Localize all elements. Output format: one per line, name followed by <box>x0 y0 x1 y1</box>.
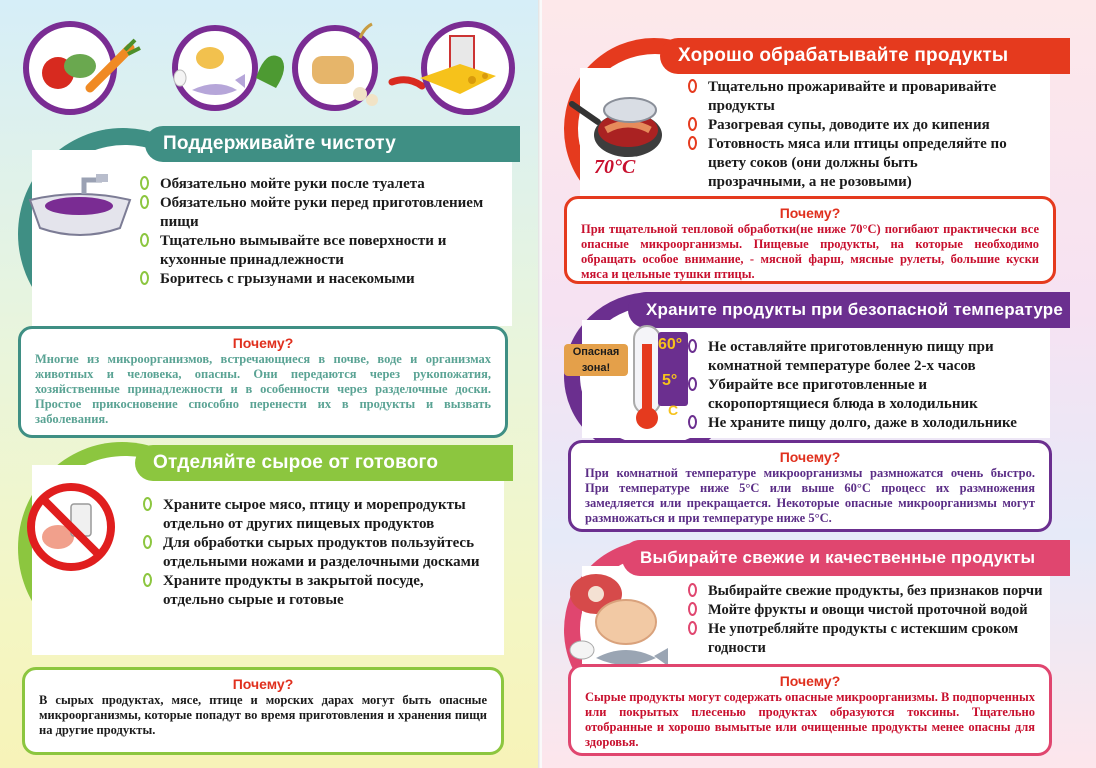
vegetables-circle-icon <box>26 24 140 112</box>
fresh-list <box>688 582 1050 658</box>
list-item: Тщательно прожаривайте и проваривайте продукты <box>688 78 1018 116</box>
temperature-section-title: Храните продукты при безопасной температуре <box>628 292 1070 328</box>
list-item: Храните сырое мясо, птицу и морепродукты отдельно от других пищевых продуктов <box>143 496 488 534</box>
why-text: Сырые продукты могут содержать опасные микроорганизмы. В подпорченных или покрытых плесенью продуктах образуются токсины. Тщательно отобранные и хорошо вымытые или очищенные продукты менее опасны для здоровья. <box>585 690 1035 749</box>
bread-circle-icon <box>295 24 378 108</box>
list-item: Обязательно мойте руки после туалета <box>140 175 500 194</box>
thermometer-unit-label: C <box>668 402 679 418</box>
why-title: Почему? <box>779 673 841 689</box>
list-item: Для обработки сырых продуктов пользуйтесь отдельными ножами и разделочными досками <box>143 534 488 572</box>
fresh-why-box <box>568 664 1052 756</box>
why-text: В сырых продуктах, мясе, птице и морских дарах могут быть опасные микроорганизмы, которые попадут во время приготовления и хранения пищи на другие продукты. <box>39 693 487 737</box>
why-title: Почему? <box>232 335 294 351</box>
meat-fish-circle-icon <box>174 28 255 108</box>
list-item: Убирайте все приготовленные и скоропортящиеся блюда в холодильник <box>688 376 1050 414</box>
thermometer-top-label: 60° <box>658 336 683 353</box>
why-title: Почему? <box>779 449 841 465</box>
list-item: Выбирайте свежие продукты, без признаков порчи <box>688 582 1050 601</box>
separate-why-box <box>22 667 504 755</box>
separate-section-title: Отделяйте сырое от готового <box>135 445 513 481</box>
why-title: Почему? <box>232 676 294 692</box>
danger-zone-label: Опасная зона! <box>564 344 628 376</box>
list-item: Не употребляйте продукты с истекшим сроком годности <box>688 620 1050 658</box>
cook-section-title: Хорошо обрабатывайте продукты <box>660 38 1070 74</box>
cook-why-box <box>564 196 1056 284</box>
food-banner-icon <box>20 18 520 118</box>
fresh-food-icon <box>556 566 676 676</box>
list-item: Храните продукты в закрытой посуде, отдельно сырые и готовые <box>143 572 488 610</box>
why-text: Многие из микроорганизмов, встречающиеся в почве, воде и организмах животных и человека, опасны. Они передаются через рукопожатия, хозяйственные принадлежности и в особенности через разделочные доски. Простое прикосновение способно перенести их в продукты и вызвать заболевания. <box>35 352 491 426</box>
cook-list <box>688 78 1018 192</box>
pan-temperature-label: 70°C <box>594 156 636 178</box>
list-item: Не оставляйте приготовленную пищу при комнатной температуре более 2-х часов <box>688 338 1050 376</box>
why-text: При комнатной температуре микроорганизмы размножатся очень быстро. При температуре ниже 5°C или выше 60°C процесс их размножения замедляется или прекращается. Некоторые опасные микроорганизмы могут размножаться и при температуре ниже 5°C. <box>585 466 1035 525</box>
separate-list <box>143 496 488 610</box>
list-item: Обязательно мойте руки перед приготовлением пищи <box>140 194 500 232</box>
left-page <box>0 0 540 768</box>
list-item: Разогревая супы, доводите их до кипения <box>688 116 1018 135</box>
dairy-circle-icon <box>420 24 512 112</box>
right-page <box>542 0 1096 768</box>
why-title: Почему? <box>779 205 841 221</box>
sink-icon <box>24 170 134 250</box>
fresh-section-title: Выбирайте свежие и качественные продукты <box>622 540 1070 576</box>
list-item: Тщательно вымывайте все поверхности и кухонные принадлежности <box>140 232 500 270</box>
temperature-list <box>688 338 1050 433</box>
thermometer-bottom-label: 5° <box>662 372 678 389</box>
no-mixing-icon <box>26 482 116 572</box>
list-item: Готовность мяса или птицы определяйте по цвету соков (они должны быть прозрачными, а не розовыми) <box>688 135 1018 192</box>
temperature-why-box <box>568 440 1052 532</box>
list-item: Не храните пищу долго, даже в холодильнике <box>688 414 1050 433</box>
why-text: При тщательной тепловой обработки(не ниже 70°C) погибают практически все опасные микроорганизмы. Пищевые продукты, на которые необходимо обращать особое внимание, - мясной фарш, мясные рулеты, большие куски мяса и цельные тушки птицы. <box>581 222 1039 281</box>
clean-why-box <box>18 326 508 438</box>
list-item: Боритесь с грызунами и насекомыми <box>140 270 500 289</box>
clean-section-title: Поддерживайте чистоту <box>145 126 520 162</box>
list-item: Мойте фрукты и овощи чистой проточной водой <box>688 601 1050 620</box>
clean-list <box>140 175 500 289</box>
